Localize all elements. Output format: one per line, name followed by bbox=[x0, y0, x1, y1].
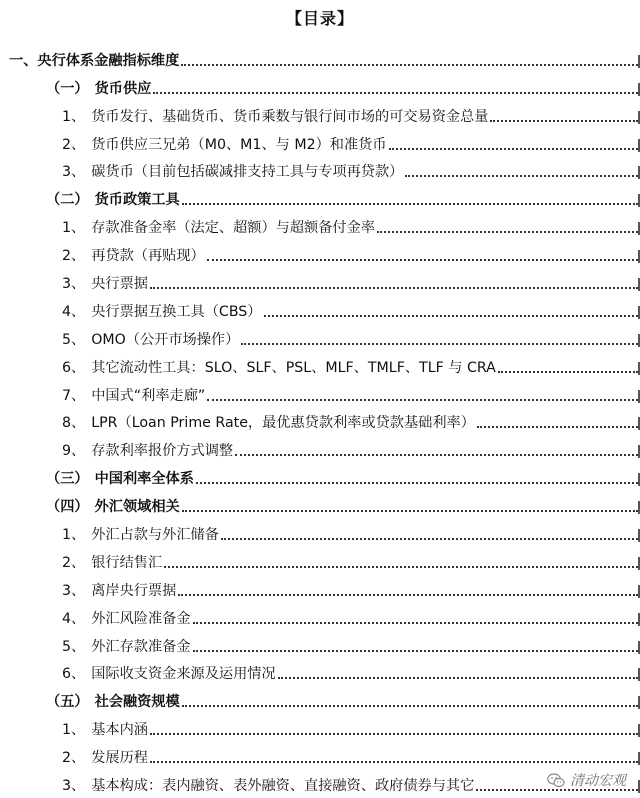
dot-leader bbox=[477, 426, 638, 428]
watermark bbox=[547, 770, 626, 790]
toc-entry-level-3[interactable] bbox=[0, 546, 640, 574]
toc-entry-number: 1、 bbox=[62, 722, 86, 739]
toc-list bbox=[0, 44, 640, 797]
toc-entry-label bbox=[62, 554, 162, 574]
toc-entry-number: 5、 bbox=[62, 331, 86, 348]
toc-entry-label bbox=[62, 387, 205, 407]
toc-entry-number: 4、 bbox=[62, 610, 86, 627]
toc-entry-text: 货币供应三兄弟（M0、M1、与 M2）和准货币 bbox=[91, 136, 387, 153]
toc-entry-level-2[interactable] bbox=[0, 490, 640, 518]
dot-leader bbox=[178, 594, 638, 596]
dot-leader bbox=[150, 733, 638, 735]
toc-entry-text: LPR（Loan Prime Rate，最优惠贷款利率或贷款基础利率） bbox=[91, 415, 475, 432]
toc-entry-number: 2、 bbox=[62, 554, 86, 571]
toc-entry-text: 碳货币（目前包括碳减排支持工具与专项再贷款） bbox=[91, 164, 404, 181]
toc-entry-label bbox=[62, 638, 191, 658]
toc-entry-label bbox=[62, 749, 148, 769]
toc-entry-number: 4、 bbox=[62, 303, 86, 320]
dot-leader bbox=[150, 761, 638, 763]
toc-entry-label bbox=[62, 136, 387, 156]
toc-entry-text: 中国式“利率走廊” bbox=[91, 387, 206, 404]
toc-entry-level-3[interactable] bbox=[0, 602, 640, 630]
toc-entry-number: 6、 bbox=[62, 666, 86, 683]
toc-entry-number: 8、 bbox=[62, 415, 86, 432]
dot-leader bbox=[278, 677, 638, 679]
toc-entry-label bbox=[62, 526, 219, 546]
toc-entry-level-1[interactable] bbox=[0, 44, 640, 72]
toc-entry-number: 7、 bbox=[62, 387, 86, 404]
toc-entry-label bbox=[62, 721, 148, 741]
toc-entry-label bbox=[46, 498, 180, 518]
dot-leader bbox=[193, 622, 638, 624]
dot-leader bbox=[150, 287, 638, 289]
toc-entry-level-3[interactable] bbox=[0, 434, 640, 462]
toc-entry-level-3[interactable] bbox=[0, 100, 640, 128]
toc-entry-level-3[interactable] bbox=[0, 267, 640, 295]
toc-entry-number: 5、 bbox=[62, 638, 86, 655]
dot-leader bbox=[196, 482, 638, 484]
dot-leader bbox=[207, 259, 638, 261]
toc-entry-level-3[interactable] bbox=[0, 211, 640, 239]
dot-leader bbox=[235, 454, 638, 456]
toc-entry-level-3[interactable] bbox=[0, 713, 640, 741]
toc-entry-label bbox=[9, 52, 179, 72]
toc-entry-text: 货币供应 bbox=[94, 80, 152, 97]
toc-entry-level-3[interactable] bbox=[0, 741, 640, 769]
toc-entry-number: （一） bbox=[46, 80, 89, 97]
dot-leader bbox=[182, 510, 638, 512]
dot-leader bbox=[221, 538, 638, 540]
toc-entry-text: 央行体系金融指标维度 bbox=[37, 52, 180, 69]
toc-entry-label bbox=[62, 303, 262, 323]
wechat-icon bbox=[547, 773, 565, 788]
toc-entry-number: 1、 bbox=[62, 220, 86, 237]
dot-leader bbox=[389, 148, 638, 150]
toc-entry-number: 3、 bbox=[62, 582, 86, 599]
toc-entry-number: 2、 bbox=[62, 136, 86, 153]
toc-entry-level-2[interactable] bbox=[0, 462, 640, 490]
dot-leader bbox=[153, 92, 638, 94]
toc-entry-level-3[interactable] bbox=[0, 156, 640, 184]
dot-leader bbox=[498, 371, 638, 373]
toc-entry-text: 存款准备金率（法定、超额）与超额备付金率 bbox=[91, 220, 375, 237]
toc-entry-level-3[interactable] bbox=[0, 128, 640, 156]
toc-entry-number: 1、 bbox=[62, 108, 86, 125]
toc-entry-level-3[interactable] bbox=[0, 239, 640, 267]
toc-entry-level-2[interactable] bbox=[0, 183, 640, 211]
toc-entry-number: （二） bbox=[46, 192, 89, 209]
dot-leader bbox=[264, 315, 639, 317]
toc-entry-level-3[interactable] bbox=[0, 407, 640, 435]
toc-entry-number: （四） bbox=[46, 499, 89, 516]
toc-entry-text: 外汇风险准备金 bbox=[91, 610, 191, 627]
dot-leader bbox=[241, 343, 638, 345]
dot-leader bbox=[182, 203, 638, 205]
toc-entry-text: 中国利率全体系 bbox=[94, 471, 194, 488]
toc-entry-level-2[interactable] bbox=[0, 72, 640, 100]
toc-entry-label bbox=[62, 442, 233, 462]
toc-entry-text: 外汇存款准备金 bbox=[91, 638, 191, 655]
toc-entry-label bbox=[46, 80, 151, 100]
toc-entry-number: 2、 bbox=[62, 248, 86, 265]
toc-entry-level-2[interactable] bbox=[0, 685, 640, 713]
toc-entry-number: 6、 bbox=[62, 359, 86, 376]
toc-entry-text: 货币发行、基础货币、货币乘数与银行间市场的可交易资金总量 bbox=[91, 108, 489, 125]
toc-entry-text: 基本构成：表内融资、表外融资、直接融资、政府债券与其它 bbox=[91, 778, 475, 795]
toc-entry-number: 3、 bbox=[62, 276, 86, 293]
toc-entry-label bbox=[62, 163, 403, 183]
toc-entry-label bbox=[62, 108, 488, 128]
toc-entry-label bbox=[62, 247, 205, 267]
watermark-text: 清动宏观 bbox=[570, 773, 626, 789]
toc-entry-text: OMO（公开市场操作） bbox=[91, 331, 240, 348]
dot-leader bbox=[193, 650, 638, 652]
toc-entry-label bbox=[62, 359, 496, 379]
toc-entry-number: （三） bbox=[46, 471, 89, 488]
toc-entry-number: 一、 bbox=[9, 52, 38, 69]
toc-entry-text: 央行票据 bbox=[91, 276, 148, 293]
toc-entry-label bbox=[62, 219, 375, 239]
toc-title: 【目录】 bbox=[285, 9, 354, 28]
toc-entry-text: 再贷款（再贴现） bbox=[91, 248, 205, 265]
toc-entry-label bbox=[46, 470, 194, 490]
toc-entry-label bbox=[62, 582, 176, 602]
toc-entry-level-3[interactable] bbox=[0, 379, 640, 407]
dot-leader bbox=[405, 175, 638, 177]
toc-entry-number: 2、 bbox=[62, 750, 86, 767]
toc-entry-level-3[interactable] bbox=[0, 295, 640, 323]
toc-entry-level-3[interactable] bbox=[0, 769, 640, 797]
toc-entry-text: 央行票据互换工具（CBS） bbox=[91, 303, 262, 320]
toc-entry-number: 3、 bbox=[62, 778, 86, 795]
toc-entry-text: 基本内涵 bbox=[91, 722, 148, 739]
toc-entry-text: 存款利率报价方式调整 bbox=[91, 443, 234, 460]
toc-entry-text: 发展历程 bbox=[91, 750, 148, 767]
toc-entry-number: 9、 bbox=[62, 443, 86, 460]
toc-entry-text: 其它流动性工具：SLO、SLF、PSL、MLF、TMLF、TLF 与 CRA bbox=[91, 359, 496, 376]
toc-entry-text: 外汇领域相关 bbox=[94, 499, 180, 516]
toc-entry-level-3[interactable] bbox=[0, 658, 640, 686]
toc-entry-label bbox=[62, 665, 276, 685]
toc-entry-number: （五） bbox=[46, 694, 89, 711]
toc-entry-text: 货币政策工具 bbox=[94, 192, 180, 209]
toc-entry-level-3[interactable] bbox=[0, 323, 640, 351]
toc-entry-label bbox=[46, 191, 180, 211]
toc-entry-label bbox=[62, 275, 148, 295]
dot-leader bbox=[181, 64, 638, 66]
toc-entry-label bbox=[46, 693, 180, 713]
toc-entry-label bbox=[62, 777, 474, 797]
toc-entry-label bbox=[62, 414, 475, 434]
toc-entry-level-3[interactable] bbox=[0, 574, 640, 602]
toc-entry-text: 银行结售汇 bbox=[91, 554, 163, 571]
toc-entry-label bbox=[62, 610, 191, 630]
dot-leader bbox=[207, 399, 638, 401]
dot-leader bbox=[490, 120, 638, 122]
dot-leader bbox=[164, 566, 638, 568]
toc-entry-text: 外汇占款与外汇储备 bbox=[91, 527, 219, 544]
toc-entry-number: 3、 bbox=[62, 164, 86, 181]
dot-leader bbox=[182, 705, 638, 707]
toc-entry-number: 1、 bbox=[62, 527, 86, 544]
toc-entry-level-3[interactable] bbox=[0, 518, 640, 546]
dot-leader bbox=[377, 231, 638, 233]
toc-entry-label bbox=[62, 331, 239, 351]
toc-entry-text: 社会融资规模 bbox=[94, 694, 180, 711]
toc-entry-level-3[interactable] bbox=[0, 351, 640, 379]
toc-entry-text: 国际收支资金来源及运用情况 bbox=[91, 666, 276, 683]
toc-entry-level-3[interactable] bbox=[0, 630, 640, 658]
toc-entry-text: 离岸央行票据 bbox=[91, 582, 177, 599]
